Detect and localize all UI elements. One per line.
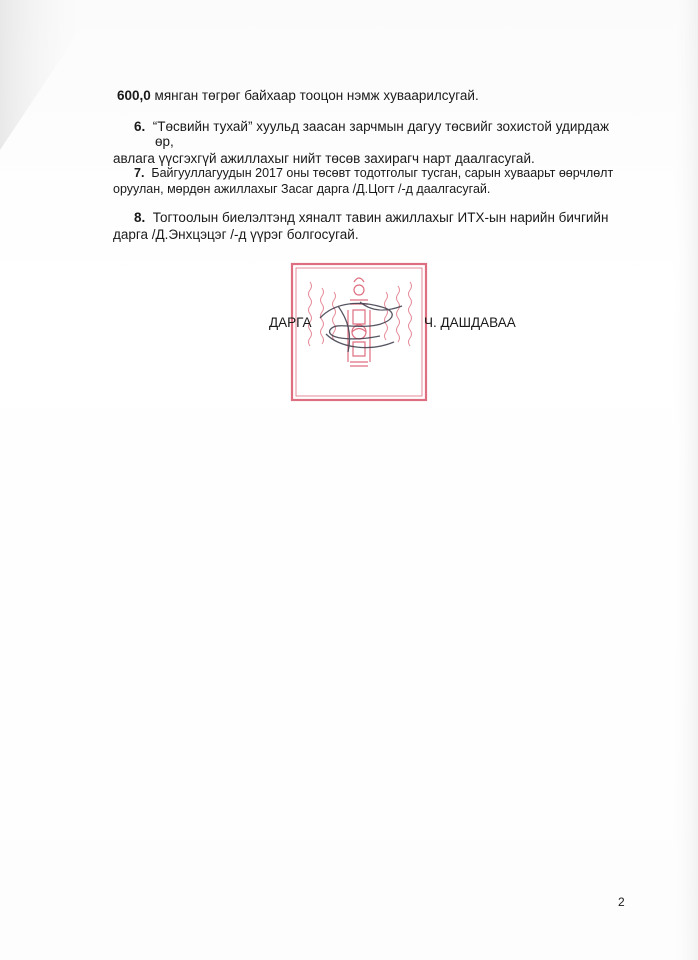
- item-8-line-1: [134, 209, 608, 226]
- item-8-number: 8.: [134, 210, 146, 225]
- item-6-line-2: [155, 133, 174, 150]
- item-7-line-2: [113, 181, 490, 197]
- item-6-number: 6.: [134, 119, 146, 134]
- amount-bold: 600,0: [117, 88, 151, 103]
- signature-name: Ч. ДАШДАВАА: [424, 315, 516, 330]
- item-7-number: 7.: [134, 166, 145, 180]
- item-7-line-1: [134, 165, 613, 181]
- item-8-text-a: Тогтоолын биелэлтэнд хяналт тавин ажиллахыг ИТХ-ын нарийн бичгийн: [152, 210, 609, 225]
- item-6-text-c: авлага үүсгэхгүй ажиллахыг нийт төсөв захирагч нарт даалгасугай.: [113, 151, 535, 166]
- item-6-text-a: “Төсвийн тухай” хуульд заасан зарчмын дагуу төсвийг зохистой удирдаж: [152, 119, 610, 134]
- item-8-line-2: [113, 226, 359, 243]
- item-6-text-b: өр,: [155, 134, 174, 149]
- paragraph-5-continuation: [117, 87, 479, 104]
- item-8-text-b: дарга /Д.Энхцэцэг /-д үүрэг болгосугай.: [113, 227, 359, 242]
- soyombo-seal-icon: [290, 262, 428, 402]
- item-7-text-a: Байгууллагуудын 2017 оны төсөвт тодотголыг тусган, сарын хуваарьт өөрчлөлт: [151, 166, 614, 180]
- paragraph-text: мянган төгрөг байхаар тооцон нэмж хуваарилсугай.: [150, 88, 479, 103]
- page-number: 2: [618, 895, 625, 909]
- signature-title: ДАРГА: [269, 315, 312, 330]
- item-7-text-b: оруулан, мөрдөн ажиллахыг Засаг дарга /Д.Цогт /-д даалгасугай.: [113, 182, 491, 196]
- item-6-line-1: [134, 118, 609, 135]
